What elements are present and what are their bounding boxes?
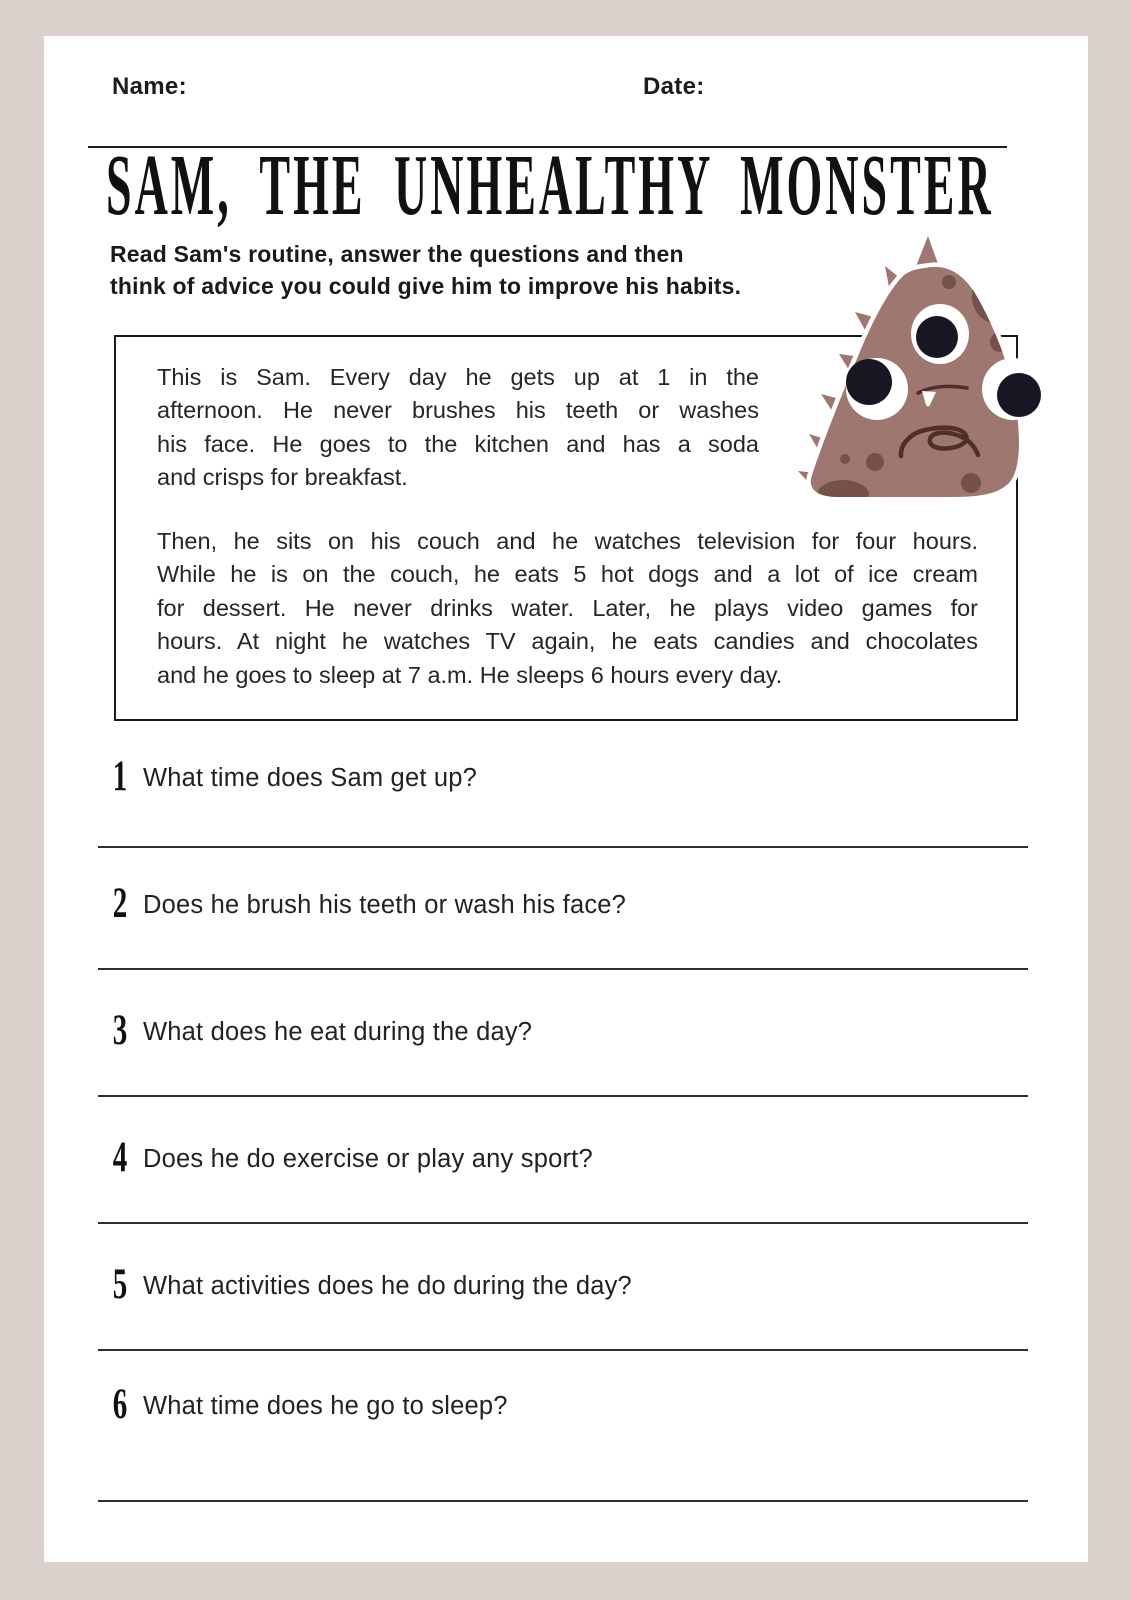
passage-line: for dessert. He never drinks water. Later, he plays video games for: [157, 594, 978, 621]
name-label: Name:: [112, 73, 187, 100]
question-5: [110, 1260, 632, 1309]
answer-line-2: [98, 968, 1028, 970]
question-2: [110, 879, 627, 928]
instructions-line-2: think of advice you could give him to improve his habits.: [110, 273, 742, 299]
question-4-text: Does he do exercise or play any sport?: [143, 1145, 593, 1173]
passage-line: This is Sam. Every day he gets up at 1 in the: [157, 364, 759, 390]
passage-line: and he goes to sleep at 7 a.m. He sleeps 6 hours every day.: [157, 661, 783, 688]
answer-line-6: [98, 1500, 1028, 1502]
question-3-number: 3: [112, 1006, 128, 1055]
answer-line-4: [98, 1222, 1028, 1224]
question-6-text: What time does he go to sleep?: [143, 1392, 508, 1420]
answer-line-5: [98, 1349, 1028, 1351]
question-3-text: What does he eat during the day?: [143, 1018, 533, 1046]
instructions-text: [110, 238, 741, 302]
passage-line: afternoon. He never brushes his teeth or washes: [157, 397, 759, 424]
question-1-text: What time does Sam get up?: [143, 764, 478, 792]
instructions-line-1: Read Sam's routine, answer the questions and then: [110, 241, 684, 267]
date-label: Date:: [643, 73, 705, 100]
answer-line-1: [98, 846, 1028, 848]
passage-line: Then, he sits on his couch and he watches television for four hours.: [157, 528, 978, 554]
question-2-text: Does he brush his teeth or wash his face?: [143, 891, 627, 919]
monster-illustration: [797, 224, 1047, 504]
passage-line: hours. At night he watches TV again, he eats candies and chocolates: [157, 628, 978, 655]
question-4-number: 4: [112, 1133, 128, 1182]
answer-line-3: [98, 1095, 1028, 1097]
monster-spikes: [798, 236, 1019, 497]
question-6: [110, 1380, 508, 1429]
passage-line: his face. He goes to the kitchen and has a soda: [157, 430, 759, 457]
question-5-text: What activities does he do during the day?: [143, 1272, 632, 1300]
sam-monster-icon: [797, 224, 1047, 504]
passage-line: While he is on the couch, he eats 5 hot dogs and a lot of ice cream: [157, 561, 978, 588]
worksheet-title: SAM, THE UNHEALTHY MONSTER: [106, 135, 994, 233]
passage-paragraph-1: [157, 361, 759, 495]
question-6-number: 6: [112, 1380, 128, 1429]
passage-line: and crisps for breakfast.: [157, 464, 408, 491]
question-2-number: 2: [112, 879, 128, 928]
question-5-number: 5: [112, 1260, 128, 1309]
question-1: [110, 752, 478, 801]
question-3: [110, 1006, 533, 1055]
passage-paragraph-2: [157, 525, 978, 692]
worksheet-page: [44, 36, 1088, 1562]
question-1-number: 1: [112, 752, 128, 801]
question-4: [110, 1133, 593, 1182]
